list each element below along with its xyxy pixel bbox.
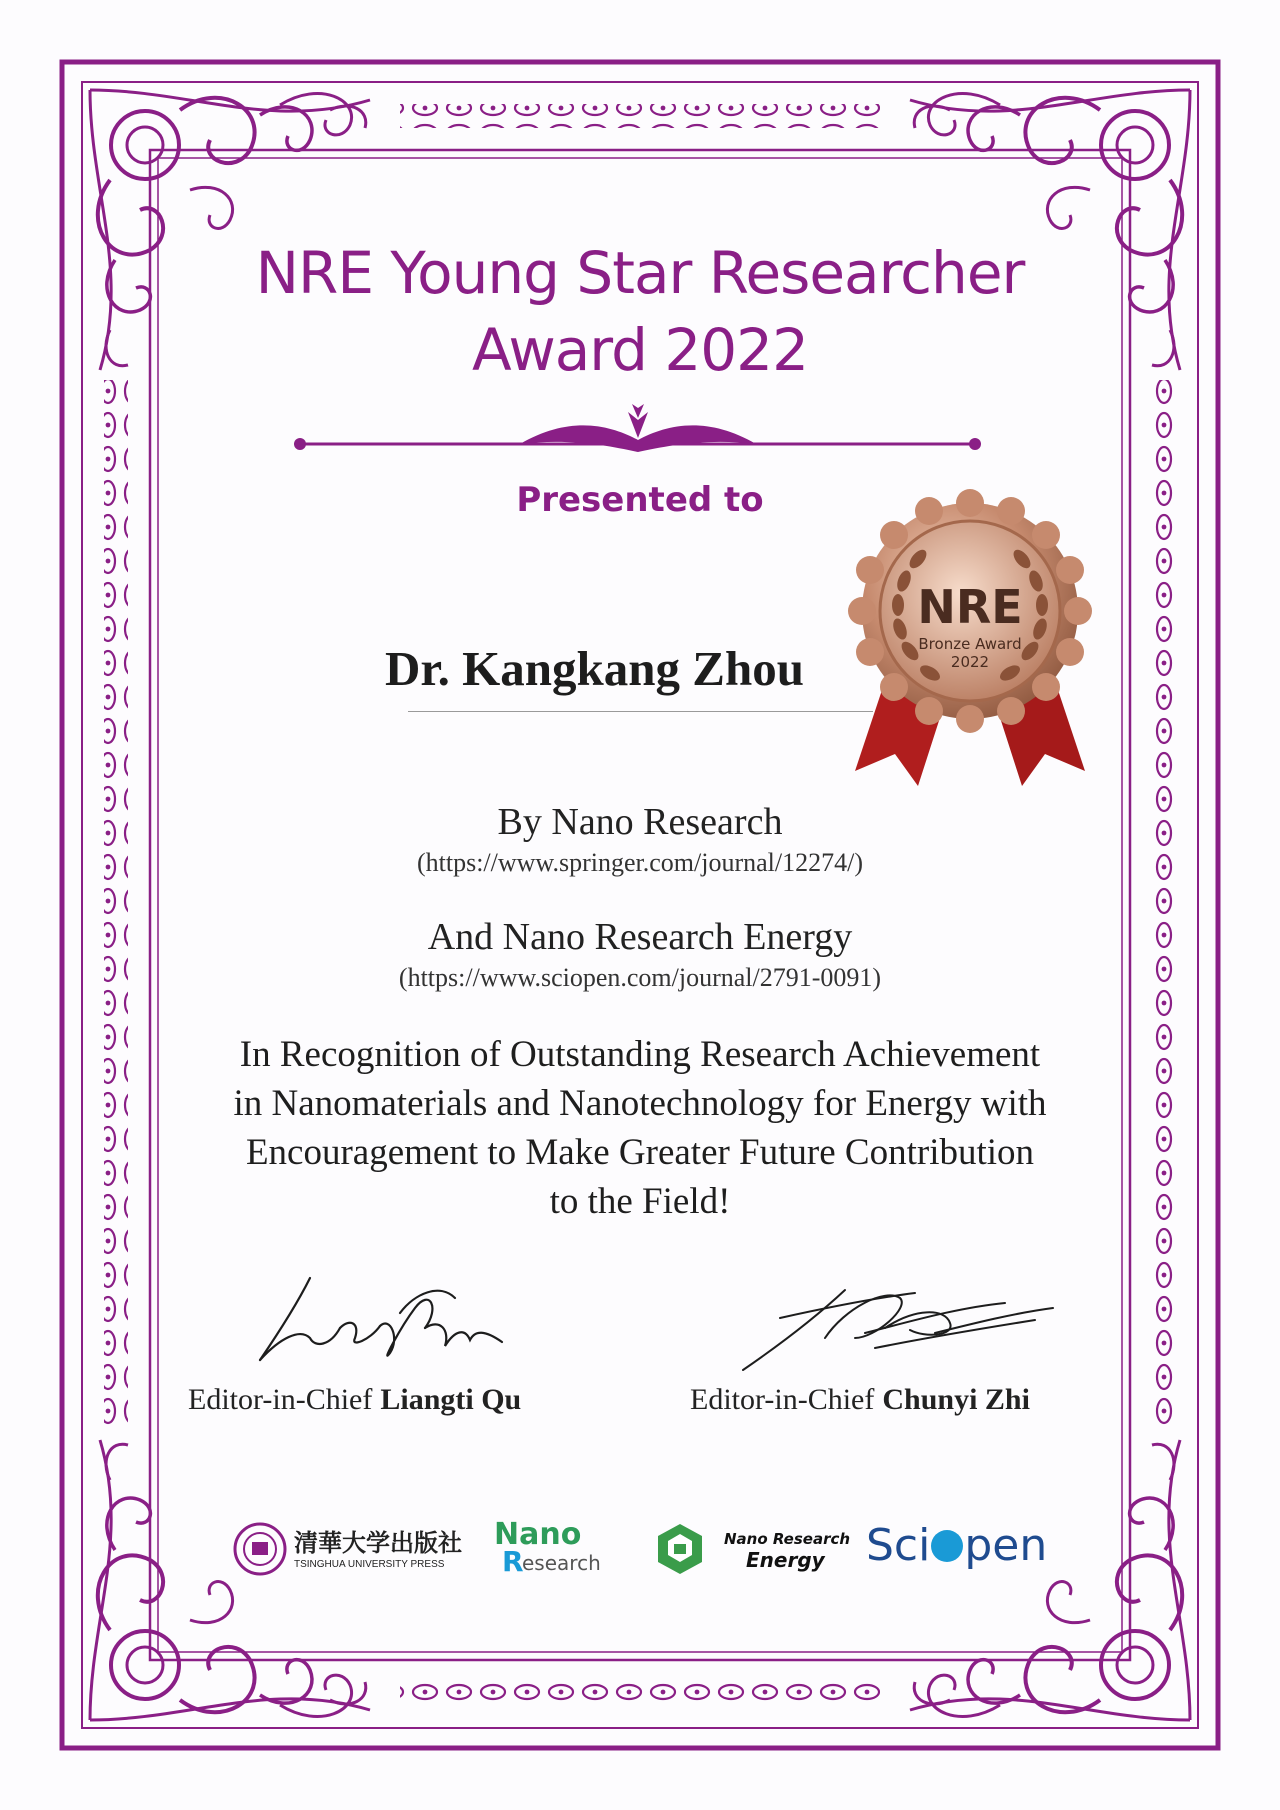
recipient-name: Dr. Kangkang Zhou — [385, 641, 804, 696]
nre-wordmark-line1: Nano Research — [724, 1530, 851, 1548]
badge-title: NRE — [917, 580, 1023, 634]
recognition-statement — [0, 1030, 1280, 1226]
tsinghua-press-logo — [232, 1521, 462, 1581]
publisher-nano-research-energy-url: (https://www.sciopen.com/journal/2791-0091) — [398, 963, 882, 992]
publisher-nano-research-url: (https://www.springer.com/journal/12274/) — [416, 848, 864, 877]
nre-hex-logo-icon — [654, 1522, 706, 1578]
tsinghua-en-name: TSINGHUA UNIVERSITY PRESS — [294, 1559, 445, 1570]
award-title-line2: Award 2022 — [472, 316, 808, 384]
publisher-nano-research: By Nano Research — [497, 801, 783, 843]
editor-role: Editor-in-Chief — [690, 1383, 875, 1416]
signature-liangti-qu — [240, 1268, 510, 1368]
recognition-line: to the Field! — [549, 1181, 731, 1222]
tsinghua-cn-name: 清華大学出版社 — [294, 1528, 462, 1557]
editor-name: Liangti Qu — [380, 1383, 522, 1416]
recognition-line: Encouragement to Make Greater Future Contribution — [245, 1132, 1035, 1173]
title-divider — [294, 404, 981, 452]
sciopen-globe-icon — [931, 1530, 963, 1562]
signature-chunyi-zhi — [735, 1278, 1055, 1378]
nano-word: Nano — [494, 1517, 582, 1552]
editor-chunyi-zhi — [690, 1383, 1030, 1417]
editor-name: Chunyi Zhi — [882, 1383, 1030, 1416]
recognition-line: In Recognition of Outstanding Research Achievement — [239, 1034, 1041, 1075]
presented-to-label: Presented to — [516, 480, 764, 520]
tsinghua-seal-icon — [232, 1521, 288, 1577]
bronze-award-badge-icon — [840, 486, 1100, 816]
nano-research-logo — [494, 1517, 624, 1587]
editor-liangti-qu — [188, 1383, 521, 1417]
sciopen-logo — [866, 1520, 1047, 1580]
nre-wordmark-line2: Energy — [746, 1548, 825, 1572]
research-r-letter: R — [502, 1545, 524, 1578]
recognition-line: in Nanomaterials and Nanotechnology for Energy with — [233, 1083, 1047, 1124]
award-title-line1: NRE Young Star Researcher — [255, 239, 1025, 307]
publisher-nano-research-energy: And Nano Research Energy — [427, 916, 853, 958]
research-word: esearch — [522, 1551, 601, 1575]
nre-wordmark — [724, 1530, 850, 1572]
recipient-underline — [408, 711, 873, 712]
badge-line1: Bronze Award — [918, 635, 1022, 653]
sciopen-pen: pen — [964, 1520, 1048, 1571]
award-title — [0, 235, 1280, 389]
badge-line2: 2022 — [950, 653, 990, 671]
sciopen-sci: Sci — [866, 1520, 931, 1571]
editor-role: Editor-in-Chief — [188, 1383, 373, 1416]
